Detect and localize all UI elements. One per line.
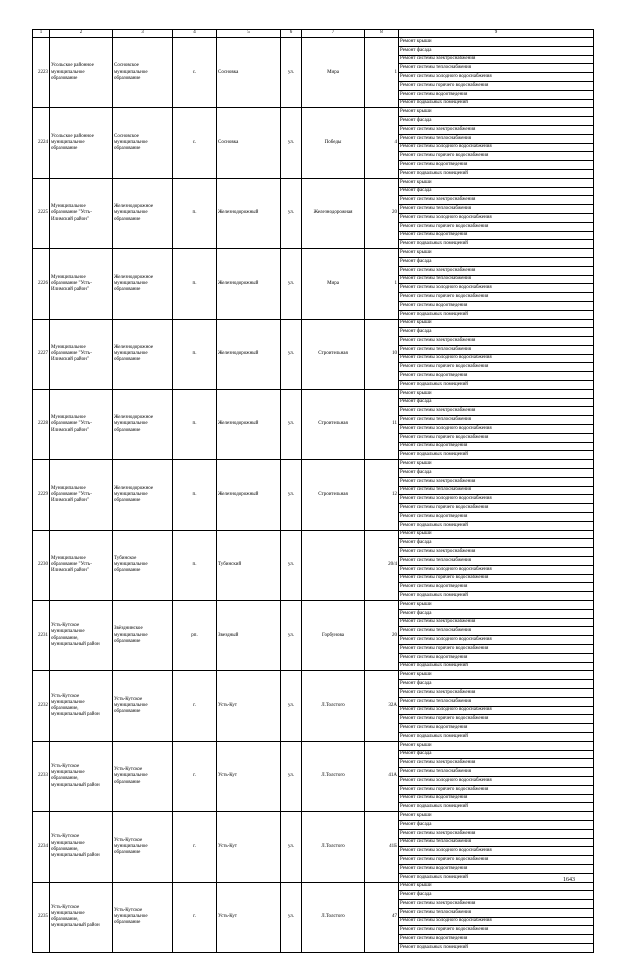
settlement-type-cell: г. bbox=[173, 741, 217, 811]
table-row bbox=[33, 38, 594, 47]
repair-work-cell: Ремонт системы водоотведения bbox=[399, 372, 594, 381]
repair-work-cell: Ремонт системы теплоснабжения bbox=[399, 345, 594, 354]
repair-work-cell: Ремонт системы холодного водоснабжения bbox=[399, 776, 594, 785]
table-row bbox=[33, 389, 594, 398]
house-number-cell: 10 bbox=[365, 319, 399, 389]
municipality-cell: Муниципальное образование "Усть-Илимский район" bbox=[50, 389, 113, 459]
repair-work-cell: Ремонт системы холодного водоснабжения bbox=[399, 143, 594, 152]
repair-work-cell: Ремонт подвальных помещений bbox=[399, 240, 594, 249]
repair-work-cell: Ремонт системы горячего водоснабжения bbox=[399, 926, 594, 935]
street-cell: Л.Толстого bbox=[302, 741, 365, 811]
repair-work-cell: Ремонт системы водоотведения bbox=[399, 513, 594, 522]
repair-work-cell: Ремонт фасада bbox=[399, 820, 594, 829]
repair-work-cell: Ремонт системы горячего водоснабжения bbox=[399, 222, 594, 231]
repair-work-cell: Ремонт системы водоотведения bbox=[399, 90, 594, 99]
repair-work-cell: Ремонт фасада bbox=[399, 609, 594, 618]
street-type-cell: ул. bbox=[281, 882, 302, 952]
repair-work-cell: Ремонт системы холодного водоснабжения bbox=[399, 495, 594, 504]
settlement-type-cell: п. bbox=[173, 319, 217, 389]
repair-work-cell: Ремонт системы теплоснабжения bbox=[399, 697, 594, 706]
repair-work-cell: Ремонт системы теплоснабжения bbox=[399, 134, 594, 143]
street-type-cell: ул. bbox=[281, 460, 302, 530]
repair-work-cell: Ремонт системы горячего водоснабжения bbox=[399, 293, 594, 302]
row-number-cell: 2227 bbox=[33, 319, 50, 389]
repair-work-cell: Ремонт системы горячего водоснабжения bbox=[399, 433, 594, 442]
street-cell: Строительная bbox=[302, 460, 365, 530]
street-cell: Железнодорожная bbox=[302, 178, 365, 248]
settlement-type-cell: с. bbox=[173, 38, 217, 108]
street-type-cell: ул. bbox=[281, 812, 302, 882]
header-cell: 9 bbox=[399, 30, 594, 38]
settlement-type-cell: с. bbox=[173, 108, 217, 178]
row-number-cell: 2229 bbox=[33, 460, 50, 530]
house-number-cell: 11 bbox=[365, 389, 399, 459]
settlement-type-cell: г. bbox=[173, 812, 217, 882]
repair-work-cell: Ремонт системы водоотведения bbox=[399, 231, 594, 240]
repair-work-cell: Ремонт системы электроснабжения bbox=[399, 759, 594, 768]
municipality-cell: Усть-Кутское муниципальное образование, муниципальный район bbox=[50, 812, 113, 882]
table-row bbox=[33, 601, 594, 610]
repair-work-cell: Ремонт системы горячего водоснабжения bbox=[399, 574, 594, 583]
settlement-cell: Железнодорожное муниципальное образование bbox=[113, 319, 173, 389]
locality-cell: Усть-Кут bbox=[217, 671, 281, 741]
repair-work-cell: Ремонт системы холодного водоснабжения bbox=[399, 213, 594, 222]
repair-work-cell: Ремонт крыши bbox=[399, 38, 594, 47]
municipality-cell: Муниципальное образование "Усть-Илимский район" bbox=[50, 249, 113, 319]
header-cell: 8 bbox=[365, 30, 399, 38]
capital-repair-table bbox=[32, 29, 594, 953]
header-row bbox=[33, 30, 594, 38]
repair-work-cell: Ремонт системы электроснабжения bbox=[399, 829, 594, 838]
municipality-cell: Муниципальное образование "Усть-Илимский район" bbox=[50, 460, 113, 530]
repair-work-cell: Ремонт крыши bbox=[399, 319, 594, 328]
repair-work-cell: Ремонт фасада bbox=[399, 328, 594, 337]
repair-work-cell: Ремонт подвальных помещений bbox=[399, 662, 594, 671]
repair-work-cell: Ремонт системы электроснабжения bbox=[399, 125, 594, 134]
row-number-cell: 2232 bbox=[33, 671, 50, 741]
repair-work-cell: Ремонт системы электроснабжения bbox=[399, 196, 594, 205]
repair-work-cell: Ремонт фасада bbox=[399, 117, 594, 126]
street-cell: Строительная bbox=[302, 389, 365, 459]
house-number-cell: 1 bbox=[365, 249, 399, 319]
repair-work-cell: Ремонт системы холодного водоснабжения bbox=[399, 354, 594, 363]
repair-work-cell: Ремонт системы водоотведения bbox=[399, 724, 594, 733]
repair-work-cell: Ремонт системы теплоснабжения bbox=[399, 416, 594, 425]
repair-work-cell: Ремонт фасада bbox=[399, 469, 594, 478]
house-number-cell: 32А bbox=[365, 671, 399, 741]
repair-work-cell: Ремонт системы водоотведения bbox=[399, 653, 594, 662]
municipality-cell: Муниципальное образование "Усть-Илимский район" bbox=[50, 319, 113, 389]
header-cell: 4 bbox=[173, 30, 217, 38]
repair-work-cell: Ремонт системы теплоснабжения bbox=[399, 768, 594, 777]
repair-work-cell: Ремонт системы водоотведения bbox=[399, 864, 594, 873]
street-type-cell: ул. bbox=[281, 108, 302, 178]
row-number-cell: 2231 bbox=[33, 601, 50, 671]
repair-work-cell: Ремонт системы горячего водоснабжения bbox=[399, 785, 594, 794]
table-row bbox=[33, 530, 594, 539]
street-type-cell: ул. bbox=[281, 671, 302, 741]
repair-work-cell: Ремонт фасада bbox=[399, 539, 594, 548]
header-cell: 1 bbox=[33, 30, 50, 38]
row-number-cell: 2234 bbox=[33, 812, 50, 882]
repair-work-cell: Ремонт подвальных помещений bbox=[399, 944, 594, 953]
locality-cell: Железнодорожный bbox=[217, 249, 281, 319]
repair-work-cell: Ремонт крыши bbox=[399, 460, 594, 469]
municipality-cell: Усть-Кутское муниципальное образование, муниципальный район bbox=[50, 882, 113, 952]
street-type-cell: ул. bbox=[281, 741, 302, 811]
repair-work-cell: Ремонт системы водоотведения bbox=[399, 442, 594, 451]
repair-work-cell: Ремонт подвальных помещений bbox=[399, 451, 594, 460]
locality-cell: Железнодорожный bbox=[217, 460, 281, 530]
settlement-cell: Железнодорожное муниципальное образование bbox=[113, 249, 173, 319]
header-cell: 5 bbox=[217, 30, 281, 38]
repair-work-cell: Ремонт подвальных помещений bbox=[399, 169, 594, 178]
row-number-cell: 2223 bbox=[33, 38, 50, 108]
repair-work-cell: Ремонт системы водоотведения bbox=[399, 161, 594, 170]
house-number-cell: 41Б bbox=[365, 812, 399, 882]
repair-work-cell: Ремонт системы горячего водоснабжения bbox=[399, 715, 594, 724]
repair-work-cell: Ремонт крыши bbox=[399, 601, 594, 610]
repair-work-cell: Ремонт системы теплоснабжения bbox=[399, 275, 594, 284]
house-number-cell: 12 bbox=[365, 460, 399, 530]
settlement-cell: Усть-Кутское муниципальное образование bbox=[113, 671, 173, 741]
repair-work-cell: Ремонт подвальных помещений bbox=[399, 592, 594, 601]
settlement-type-cell: п. bbox=[173, 530, 217, 600]
street-cell: Строительная bbox=[302, 319, 365, 389]
repair-work-cell: Ремонт системы теплоснабжения bbox=[399, 64, 594, 73]
repair-work-cell: Ремонт крыши bbox=[399, 882, 594, 891]
row-number-cell: 2225 bbox=[33, 178, 50, 248]
repair-work-cell: Ремонт подвальных помещений bbox=[399, 521, 594, 530]
street-type-cell: ул. bbox=[281, 249, 302, 319]
repair-work-cell: Ремонт подвальных помещений bbox=[399, 803, 594, 812]
header-cell: 2 bbox=[50, 30, 113, 38]
repair-work-cell: Ремонт системы холодного водоснабжения bbox=[399, 917, 594, 926]
locality-cell: Железнодорожный bbox=[217, 319, 281, 389]
repair-work-cell: Ремонт системы горячего водоснабжения bbox=[399, 856, 594, 865]
repair-work-cell: Ремонт фасада bbox=[399, 46, 594, 55]
street-cell: Победы bbox=[302, 108, 365, 178]
house-number-cell: 20 bbox=[365, 601, 399, 671]
locality-cell: Сосновка bbox=[217, 108, 281, 178]
settlement-cell: Усть-Кутское муниципальное образование bbox=[113, 882, 173, 952]
settlement-cell: Сосновское муниципальное образование bbox=[113, 38, 173, 108]
street-type-cell: ул. bbox=[281, 601, 302, 671]
repair-work-cell: Ремонт системы водоотведения bbox=[399, 301, 594, 310]
street-cell: Мира bbox=[302, 38, 365, 108]
street-type-cell: ул. bbox=[281, 178, 302, 248]
locality-cell: Сосновка bbox=[217, 38, 281, 108]
repair-work-cell: Ремонт крыши bbox=[399, 389, 594, 398]
repair-work-cell: Ремонт системы холодного водоснабжения bbox=[399, 73, 594, 82]
locality-cell: Железнодорожный bbox=[217, 389, 281, 459]
repair-work-cell: Ремонт системы теплоснабжения bbox=[399, 486, 594, 495]
page-number: 1643 bbox=[563, 877, 575, 883]
settlement-type-cell: п. bbox=[173, 178, 217, 248]
settlement-cell: Усть-Кутское муниципальное образование bbox=[113, 812, 173, 882]
repair-work-cell: Ремонт системы электроснабжения bbox=[399, 618, 594, 627]
street-cell: Л.Толстого bbox=[302, 882, 365, 952]
repair-work-cell: Ремонт системы холодного водоснабжения bbox=[399, 847, 594, 856]
settlement-cell: Усть-Кутское муниципальное образование bbox=[113, 741, 173, 811]
repair-work-cell: Ремонт системы холодного водоснабжения bbox=[399, 565, 594, 574]
settlement-cell: Железнодорожное муниципальное образование bbox=[113, 178, 173, 248]
house-number-cell: 20 bbox=[365, 178, 399, 248]
repair-work-cell: Ремонт системы теплоснабжения bbox=[399, 908, 594, 917]
table-row bbox=[33, 178, 594, 187]
repair-work-cell: Ремонт крыши bbox=[399, 530, 594, 539]
repair-work-cell: Ремонт крыши bbox=[399, 108, 594, 117]
repair-work-cell: Ремонт крыши bbox=[399, 671, 594, 680]
street-type-cell: ул. bbox=[281, 389, 302, 459]
settlement-cell: Железнодорожное муниципальное образование bbox=[113, 460, 173, 530]
settlement-cell: Железнодорожное муниципальное образование bbox=[113, 389, 173, 459]
repair-work-cell: Ремонт системы электроснабжения bbox=[399, 55, 594, 64]
repair-work-cell: Ремонт крыши bbox=[399, 812, 594, 821]
settlement-type-cell: г. bbox=[173, 671, 217, 741]
repair-work-cell: Ремонт системы горячего водоснабжения bbox=[399, 504, 594, 513]
repair-work-cell: Ремонт подвальных помещений bbox=[399, 873, 594, 882]
row-number-cell: 2230 bbox=[33, 530, 50, 600]
repair-work-cell: Ремонт системы холодного водоснабжения bbox=[399, 636, 594, 645]
row-number-cell: 2226 bbox=[33, 249, 50, 319]
repair-work-cell: Ремонт системы теплоснабжения bbox=[399, 205, 594, 214]
street-cell bbox=[302, 530, 365, 600]
repair-work-cell: Ремонт системы холодного водоснабжения bbox=[399, 706, 594, 715]
repair-work-cell: Ремонт фасада bbox=[399, 398, 594, 407]
municipality-cell: Усть-Кутское муниципальное образование, муниципальный район bbox=[50, 671, 113, 741]
street-cell: Мира bbox=[302, 249, 365, 319]
repair-work-cell: Ремонт системы теплоснабжения bbox=[399, 627, 594, 636]
repair-work-cell: Ремонт фасада bbox=[399, 750, 594, 759]
repair-work-cell: Ремонт системы теплоснабжения bbox=[399, 557, 594, 566]
street-type-cell: ул. bbox=[281, 319, 302, 389]
repair-work-cell: Ремонт системы горячего водоснабжения bbox=[399, 152, 594, 161]
header-cell: 3 bbox=[113, 30, 173, 38]
repair-work-cell: Ремонт системы электроснабжения bbox=[399, 900, 594, 909]
street-cell: Л.Толстого bbox=[302, 671, 365, 741]
repair-work-cell: Ремонт фасада bbox=[399, 187, 594, 196]
repair-work-cell: Ремонт крыши bbox=[399, 741, 594, 750]
street-cell: Л.Толстого bbox=[302, 812, 365, 882]
municipality-cell: Усольское районное муниципальное образование bbox=[50, 38, 113, 108]
repair-work-cell: Ремонт системы горячего водоснабжения bbox=[399, 363, 594, 372]
header-cell: 7 bbox=[302, 30, 365, 38]
repair-work-cell: Ремонт системы электроснабжения bbox=[399, 266, 594, 275]
municipality-cell: Усольское районное муниципальное образование bbox=[50, 108, 113, 178]
repair-work-cell: Ремонт подвальных помещений bbox=[399, 310, 594, 319]
street-type-cell: ул. bbox=[281, 530, 302, 600]
repair-work-cell: Ремонт системы электроснабжения bbox=[399, 407, 594, 416]
repair-work-cell: Ремонт фасада bbox=[399, 680, 594, 689]
row-number-cell: 2233 bbox=[33, 741, 50, 811]
municipality-cell: Усть-Кутское муниципальное образование, муниципальный район bbox=[50, 741, 113, 811]
house-number-cell: 41А bbox=[365, 741, 399, 811]
repair-work-cell: Ремонт фасада bbox=[399, 891, 594, 900]
locality-cell: Усть-Кут bbox=[217, 812, 281, 882]
repair-work-cell: Ремонт подвальных помещений bbox=[399, 99, 594, 108]
row-number-cell: 2235 bbox=[33, 882, 50, 952]
repair-work-cell: Ремонт подвальных помещений bbox=[399, 732, 594, 741]
house-number-cell: 47 bbox=[365, 882, 399, 952]
repair-work-cell: Ремонт системы электроснабжения bbox=[399, 548, 594, 557]
locality-cell: Железнодорожный bbox=[217, 178, 281, 248]
locality-cell: Усть-Кут bbox=[217, 882, 281, 952]
repair-work-cell: Ремонт системы теплоснабжения bbox=[399, 838, 594, 847]
municipality-cell: Муниципальное образование "Усть-Илимский район" bbox=[50, 530, 113, 600]
repair-work-cell: Ремонт системы холодного водоснабжения bbox=[399, 284, 594, 293]
repair-work-cell: Ремонт фасада bbox=[399, 257, 594, 266]
municipality-cell: Муниципальное образование "Усть-Илимский район" bbox=[50, 178, 113, 248]
settlement-type-cell: п. bbox=[173, 389, 217, 459]
repair-work-cell: Ремонт системы водоотведения bbox=[399, 583, 594, 592]
repair-work-cell: Ремонт системы горячего водоснабжения bbox=[399, 644, 594, 653]
table-row bbox=[33, 249, 594, 258]
settlement-cell: Тубинское муниципальное образование bbox=[113, 530, 173, 600]
table-body bbox=[33, 30, 594, 953]
table-row bbox=[33, 671, 594, 680]
repair-work-cell: Ремонт крыши bbox=[399, 178, 594, 187]
row-number-cell: 2228 bbox=[33, 389, 50, 459]
locality-cell: Тубинский bbox=[217, 530, 281, 600]
table-row bbox=[33, 882, 594, 891]
table-row bbox=[33, 741, 594, 750]
row-number-cell: 2224 bbox=[33, 108, 50, 178]
house-number-cell: 20/4 bbox=[365, 530, 399, 600]
repair-work-cell: Ремонт системы электроснабжения bbox=[399, 477, 594, 486]
street-type-cell: ул. bbox=[281, 38, 302, 108]
settlement-type-cell: п. bbox=[173, 249, 217, 319]
settlement-type-cell: рп. bbox=[173, 601, 217, 671]
locality-cell: Усть-Кут bbox=[217, 741, 281, 811]
repair-work-cell: Ремонт крыши bbox=[399, 249, 594, 258]
header-cell: 6 bbox=[281, 30, 302, 38]
table-row bbox=[33, 108, 594, 117]
table-row bbox=[33, 812, 594, 821]
repair-work-cell: Ремонт системы водоотведения bbox=[399, 935, 594, 944]
repair-work-cell: Ремонт подвальных помещений bbox=[399, 381, 594, 390]
street-cell: Горбунова bbox=[302, 601, 365, 671]
repair-work-cell: Ремонт системы холодного водоснабжения bbox=[399, 425, 594, 434]
settlement-type-cell: г. bbox=[173, 882, 217, 952]
table-row bbox=[33, 319, 594, 328]
repair-work-cell: Ремонт системы водоотведения bbox=[399, 794, 594, 803]
house-number-cell: 1 bbox=[365, 38, 399, 108]
repair-work-cell: Ремонт системы горячего водоснабжения bbox=[399, 81, 594, 90]
settlement-cell: Сосновское муниципальное образование bbox=[113, 108, 173, 178]
repair-work-cell: Ремонт системы электроснабжения bbox=[399, 337, 594, 346]
settlement-type-cell: п. bbox=[173, 460, 217, 530]
municipality-cell: Усть-Кутское муниципальное образование, муниципальный район bbox=[50, 601, 113, 671]
house-number-cell: 4 bbox=[365, 108, 399, 178]
locality-cell: Звездный bbox=[217, 601, 281, 671]
table-row bbox=[33, 460, 594, 469]
repair-work-cell: Ремонт системы электроснабжения bbox=[399, 688, 594, 697]
settlement-cell: Звёзднинское муниципальное образование bbox=[113, 601, 173, 671]
